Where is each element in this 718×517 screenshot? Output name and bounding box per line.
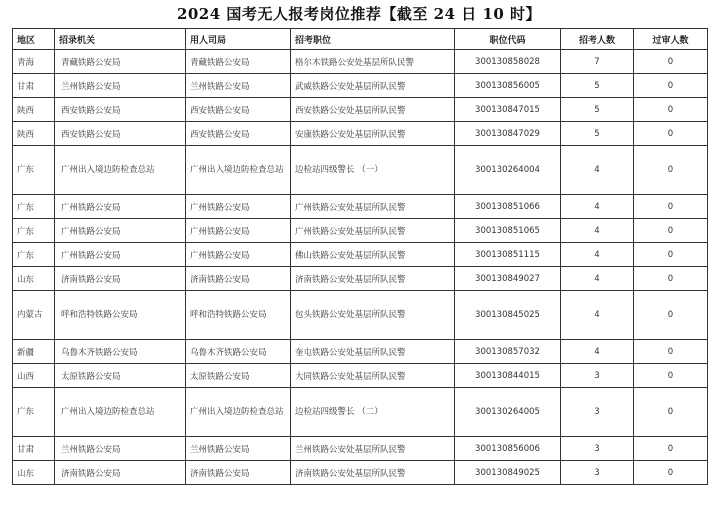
cell-passed: 0 bbox=[634, 122, 708, 146]
cell-position: 安康铁路公安处基层所队民警 bbox=[291, 122, 455, 146]
header-passed: 过审人数 bbox=[634, 29, 708, 50]
cell-position: 大同铁路公安处基层所队民警 bbox=[291, 364, 455, 388]
cell-position: 包头铁路公安处基层所队民警 bbox=[291, 291, 455, 340]
cell-bureau: 西安铁路公安局 bbox=[186, 98, 291, 122]
table-row bbox=[13, 340, 708, 364]
cell-recruit: 4 bbox=[561, 291, 634, 340]
cell-agency: 济南铁路公安局 bbox=[55, 267, 186, 291]
cell-code: 300130851065 bbox=[455, 219, 561, 243]
cell-passed: 0 bbox=[634, 50, 708, 74]
cell-agency: 广州出入境边防检查总站 bbox=[55, 388, 186, 437]
cell-position: 格尔木铁路公安处基层所队民警 bbox=[291, 50, 455, 74]
cell-recruit: 3 bbox=[561, 461, 634, 485]
cell-passed: 0 bbox=[634, 74, 708, 98]
table-row bbox=[13, 388, 708, 437]
cell-position: 广州铁路公安处基层所队民警 bbox=[291, 219, 455, 243]
cell-region: 广东 bbox=[13, 388, 55, 437]
cell-code: 300130856005 bbox=[455, 74, 561, 98]
cell-passed: 0 bbox=[634, 340, 708, 364]
cell-bureau: 广州铁路公安局 bbox=[186, 219, 291, 243]
cell-passed: 0 bbox=[634, 364, 708, 388]
cell-agency: 青藏铁路公安局 bbox=[55, 50, 186, 74]
cell-agency: 太原铁路公安局 bbox=[55, 364, 186, 388]
cell-agency: 乌鲁木齐铁路公安局 bbox=[55, 340, 186, 364]
cell-region: 青海 bbox=[13, 50, 55, 74]
cell-code: 300130857032 bbox=[455, 340, 561, 364]
cell-position: 武威铁路公安处基层所队民警 bbox=[291, 74, 455, 98]
table-row bbox=[13, 267, 708, 291]
cell-bureau: 西安铁路公安局 bbox=[186, 122, 291, 146]
header-position: 招考职位 bbox=[291, 29, 455, 50]
cell-position: 济南铁路公安处基层所队民警 bbox=[291, 461, 455, 485]
header-agency: 招录机关 bbox=[55, 29, 186, 50]
cell-code: 300130847029 bbox=[455, 122, 561, 146]
cell-bureau: 兰州铁路公安局 bbox=[186, 74, 291, 98]
table-row bbox=[13, 364, 708, 388]
cell-region: 广东 bbox=[13, 146, 55, 195]
cell-agency: 广州铁路公安局 bbox=[55, 243, 186, 267]
cell-bureau: 乌鲁木齐铁路公安局 bbox=[186, 340, 291, 364]
cell-code: 300130844015 bbox=[455, 364, 561, 388]
cell-bureau: 济南铁路公安局 bbox=[186, 267, 291, 291]
cell-region: 甘肃 bbox=[13, 437, 55, 461]
cell-bureau: 广州出入境边防检查总站 bbox=[186, 388, 291, 437]
table-row bbox=[13, 146, 708, 195]
cell-region: 山东 bbox=[13, 267, 55, 291]
cell-region: 广东 bbox=[13, 195, 55, 219]
cell-bureau: 广州出入境边防检查总站 bbox=[186, 146, 291, 195]
cell-code: 300130849027 bbox=[455, 267, 561, 291]
table-row bbox=[13, 74, 708, 98]
positions-table bbox=[12, 28, 708, 485]
cell-agency: 广州铁路公安局 bbox=[55, 195, 186, 219]
cell-region: 山西 bbox=[13, 364, 55, 388]
header-code: 职位代码 bbox=[455, 29, 561, 50]
cell-recruit: 3 bbox=[561, 437, 634, 461]
page-title: 2024 国考无人报考岗位推荐【截至 24 日 10 时】 bbox=[176, 5, 542, 23]
cell-code: 300130856006 bbox=[455, 437, 561, 461]
cell-recruit: 4 bbox=[561, 267, 634, 291]
cell-agency: 兰州铁路公安局 bbox=[55, 74, 186, 98]
cell-recruit: 5 bbox=[561, 122, 634, 146]
header-recruit: 招考人数 bbox=[561, 29, 634, 50]
cell-region: 山东 bbox=[13, 461, 55, 485]
cell-position: 西安铁路公安处基层所队民警 bbox=[291, 98, 455, 122]
table-header-row bbox=[13, 29, 708, 50]
cell-position: 边检站四级警长 （二） bbox=[291, 388, 455, 437]
cell-code: 300130851066 bbox=[455, 195, 561, 219]
cell-agency: 兰州铁路公安局 bbox=[55, 437, 186, 461]
cell-passed: 0 bbox=[634, 461, 708, 485]
cell-code: 300130847015 bbox=[455, 98, 561, 122]
cell-agency: 西安铁路公安局 bbox=[55, 98, 186, 122]
cell-recruit: 3 bbox=[561, 364, 634, 388]
cell-code: 300130858028 bbox=[455, 50, 561, 74]
cell-position: 佛山铁路公安处基层所队民警 bbox=[291, 243, 455, 267]
cell-agency: 广州铁路公安局 bbox=[55, 219, 186, 243]
header-region: 地区 bbox=[13, 29, 55, 50]
cell-bureau: 太原铁路公安局 bbox=[186, 364, 291, 388]
cell-position: 边检站四级警长 （一） bbox=[291, 146, 455, 195]
cell-bureau: 广州铁路公安局 bbox=[186, 243, 291, 267]
cell-position: 济南铁路公安处基层所队民警 bbox=[291, 267, 455, 291]
cell-region: 广东 bbox=[13, 243, 55, 267]
cell-agency: 济南铁路公安局 bbox=[55, 461, 186, 485]
table-row bbox=[13, 50, 708, 74]
cell-passed: 0 bbox=[634, 146, 708, 195]
cell-recruit: 3 bbox=[561, 388, 634, 437]
cell-recruit: 5 bbox=[561, 98, 634, 122]
cell-region: 广东 bbox=[13, 219, 55, 243]
cell-passed: 0 bbox=[634, 388, 708, 437]
cell-passed: 0 bbox=[634, 195, 708, 219]
cell-bureau: 呼和浩特铁路公安局 bbox=[186, 291, 291, 340]
cell-recruit: 4 bbox=[561, 340, 634, 364]
cell-recruit: 7 bbox=[561, 50, 634, 74]
cell-passed: 0 bbox=[634, 219, 708, 243]
cell-passed: 0 bbox=[634, 243, 708, 267]
cell-passed: 0 bbox=[634, 291, 708, 340]
cell-passed: 0 bbox=[634, 437, 708, 461]
cell-bureau: 青藏铁路公安局 bbox=[186, 50, 291, 74]
cell-bureau: 济南铁路公安局 bbox=[186, 461, 291, 485]
cell-agency: 西安铁路公安局 bbox=[55, 122, 186, 146]
cell-code: 300130264004 bbox=[455, 146, 561, 195]
cell-recruit: 5 bbox=[561, 74, 634, 98]
table-row bbox=[13, 122, 708, 146]
cell-bureau: 广州铁路公安局 bbox=[186, 195, 291, 219]
table-row bbox=[13, 98, 708, 122]
cell-passed: 0 bbox=[634, 267, 708, 291]
cell-region: 陕西 bbox=[13, 122, 55, 146]
cell-bureau: 兰州铁路公安局 bbox=[186, 437, 291, 461]
cell-recruit: 4 bbox=[561, 146, 634, 195]
cell-passed: 0 bbox=[634, 98, 708, 122]
table-row bbox=[13, 195, 708, 219]
cell-recruit: 4 bbox=[561, 219, 634, 243]
table-row bbox=[13, 243, 708, 267]
cell-recruit: 4 bbox=[561, 195, 634, 219]
cell-agency: 广州出入境边防检查总站 bbox=[55, 146, 186, 195]
cell-code: 300130845025 bbox=[455, 291, 561, 340]
cell-recruit: 4 bbox=[561, 243, 634, 267]
cell-position: 兰州铁路公安处基层所队民警 bbox=[291, 437, 455, 461]
cell-code: 300130264005 bbox=[455, 388, 561, 437]
table-row bbox=[13, 291, 708, 340]
cell-position: 广州铁路公安处基层所队民警 bbox=[291, 195, 455, 219]
cell-region: 内蒙古 bbox=[13, 291, 55, 340]
table-row bbox=[13, 437, 708, 461]
cell-code: 300130849025 bbox=[455, 461, 561, 485]
cell-region: 甘肃 bbox=[13, 74, 55, 98]
cell-code: 300130851115 bbox=[455, 243, 561, 267]
cell-region: 新疆 bbox=[13, 340, 55, 364]
table-row bbox=[13, 219, 708, 243]
cell-position: 奎屯铁路公安处基层所队民警 bbox=[291, 340, 455, 364]
cell-region: 陕西 bbox=[13, 98, 55, 122]
cell-agency: 呼和浩特铁路公安局 bbox=[55, 291, 186, 340]
table-row bbox=[13, 461, 708, 485]
header-bureau: 用人司局 bbox=[186, 29, 291, 50]
